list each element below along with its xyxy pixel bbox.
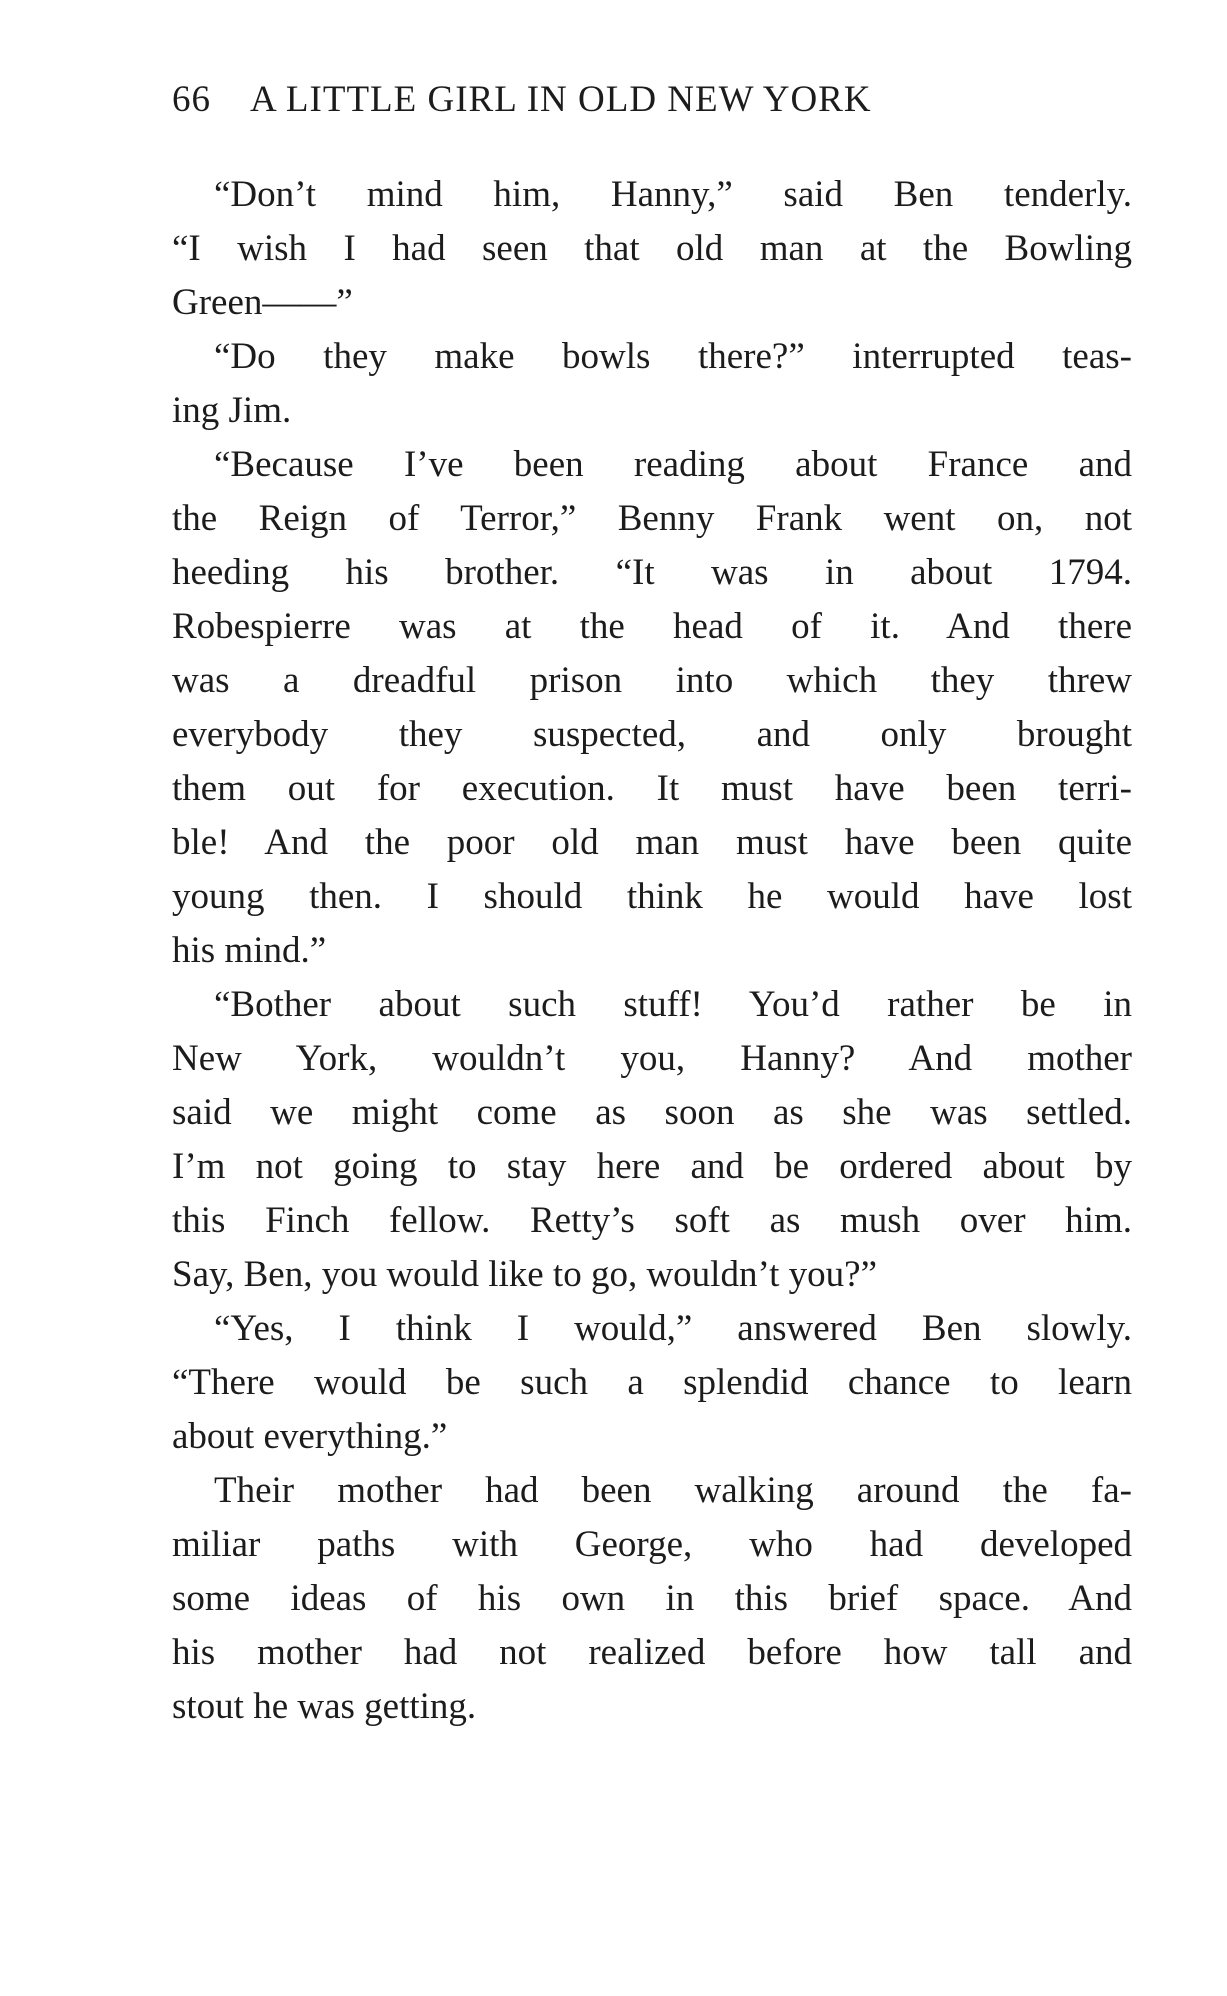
text-line: stout he was getting. — [172, 1686, 477, 1727]
text-line: ble! And the poor old man must have been quite — [172, 822, 1132, 863]
text-line: “Bother about such stuff! You’d rather be in — [214, 984, 1132, 1025]
text-line: heeding his brother. “It was in about 1794. — [172, 552, 1132, 593]
running-title: A LITTLE GIRL IN OLD NEW YORK — [250, 79, 872, 120]
text-line: young then. I should think he would have lost — [172, 876, 1132, 917]
text-line: “Because I’ve been reading about France and — [214, 444, 1132, 485]
page-number: 66 — [172, 79, 211, 120]
text-line: his mind.” — [172, 930, 327, 971]
text-line: about everything.” — [172, 1416, 448, 1457]
text-line: everybody they suspected, and only brought — [172, 714, 1132, 755]
text-line: “I wish I had seen that old man at the Bowling — [172, 228, 1132, 269]
text-line: miliar paths with George, who had developed — [172, 1524, 1132, 1565]
text-line: Robespierre was at the head of it. And there — [172, 606, 1132, 647]
running-header — [172, 78, 1132, 128]
text-line: “There would be such a splendid chance to learn — [172, 1362, 1132, 1403]
text-line: them out for execution. It must have been terri- — [172, 768, 1132, 809]
text-line: New York, wouldn’t you, Hanny? And mother — [172, 1038, 1132, 1079]
text-line: Their mother had been walking around the fa- — [214, 1470, 1132, 1511]
text-line: Say, Ben, you would like to go, wouldn’t you?” — [172, 1254, 877, 1295]
text-line: ing Jim. — [172, 390, 292, 431]
text-line: was a dreadful prison into which they threw — [172, 660, 1132, 701]
text-line: Green——” — [172, 282, 353, 323]
text-line: this Finch fellow. Retty’s soft as mush over him. — [172, 1200, 1132, 1241]
text-line: “Yes, I think I would,” answered Ben slowly. — [214, 1308, 1132, 1349]
body-text — [172, 168, 1132, 1734]
text-line: the Reign of Terror,” Benny Frank went on, not — [172, 498, 1132, 539]
text-line: “Don’t mind him, Hanny,” said Ben tenderly. — [214, 174, 1132, 215]
text-line: I’m not going to stay here and be ordered about by — [172, 1146, 1132, 1187]
text-line: some ideas of his own in this brief space. And — [172, 1578, 1132, 1619]
text-line: said we might come as soon as she was settled. — [172, 1092, 1132, 1133]
text-line: “Do they make bowls there?” interrupted teas- — [214, 336, 1132, 377]
text-line: his mother had not realized before how tall and — [172, 1632, 1132, 1673]
